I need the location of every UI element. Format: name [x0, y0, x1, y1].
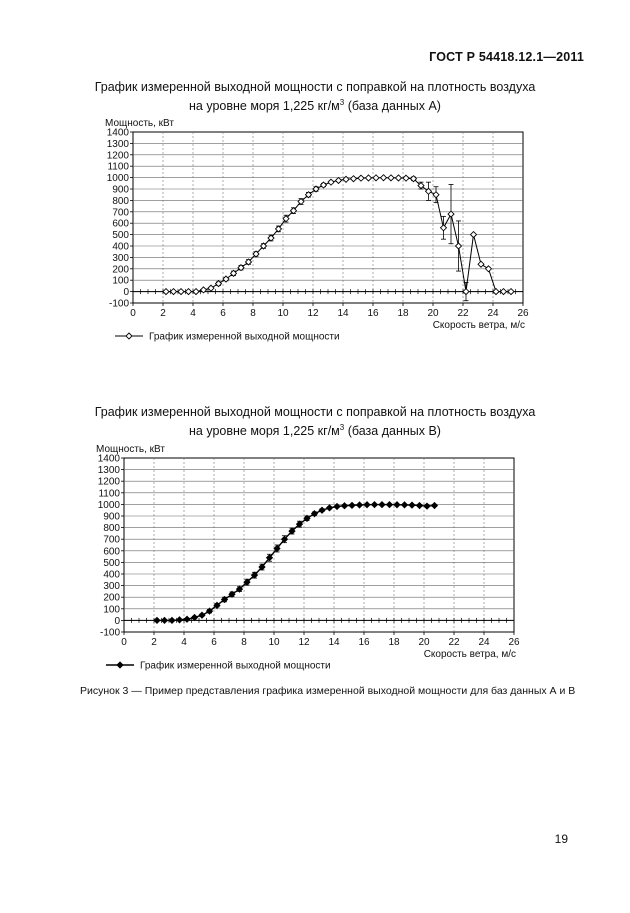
chart-a-ytick-label: 1000	[106, 173, 129, 185]
chart-b-ytick-label: 200	[103, 592, 120, 604]
chart-b-ytick-label: 600	[103, 546, 120, 558]
chart-b-xtick-label: 2	[151, 637, 157, 648]
chart-a-xtick-label: 12	[307, 308, 319, 319]
chart-a-xtick-label: 20	[427, 308, 439, 319]
chart-b-ytick-label: 900	[103, 511, 120, 523]
chart-a-ytick-label: 100	[112, 275, 129, 287]
chart-b-xtick-label: 18	[388, 637, 400, 648]
chart-b-xtick-label: 20	[418, 637, 430, 648]
chart-b-ylabel: Мощность, кВт	[96, 444, 165, 455]
chart-b-xtick-label: 10	[268, 637, 280, 648]
chart-b-xtick-label: 0	[121, 637, 127, 648]
chart-b-ytick-label: 1200	[97, 476, 120, 488]
chart-b-xtick-label: 4	[181, 637, 187, 648]
chart-b-ytick-label: 700	[103, 534, 120, 546]
chart-a-xtick-label: 18	[397, 308, 409, 319]
chart-a-ytick-label: 400	[112, 241, 129, 253]
chart-b-ytick-label: 300	[103, 581, 120, 593]
chart-a-ytick-label: 1400	[106, 127, 129, 139]
chart-b-xtick-label: 24	[478, 637, 490, 648]
chart-a-ytick-label: -100	[108, 298, 129, 310]
chart-a-xtick-label: 4	[190, 308, 196, 319]
chart-b-ytick-label: 100	[103, 604, 120, 616]
chart-b-ytick-label: 400	[103, 569, 120, 581]
chart-b-legend-marker	[117, 662, 123, 668]
chart-a-legend-label: График измеренной выходной мощности	[149, 331, 340, 343]
chart-b-ytick-label: 1000	[97, 499, 120, 511]
chart-b-ytick-label: 0	[114, 615, 120, 627]
page-number: 19	[554, 832, 568, 846]
chart-b-xtick-label: 6	[211, 637, 217, 648]
chart-a-ytick-label: 200	[112, 264, 129, 276]
chart-b-ytick-label: -100	[99, 627, 120, 639]
chart-b-xtick-label: 16	[358, 637, 370, 648]
chart-a-xtick-label: 6	[220, 308, 226, 319]
chart-a-ytick-label: 500	[112, 230, 129, 242]
chart-a-xtick-label: 24	[487, 308, 499, 319]
chart-a-xtick-label: 14	[337, 308, 349, 319]
chart-b-xlabel: Скорость ветра, м/с	[423, 649, 516, 660]
chart-b-title-line2: на уровне моря 1,225 $кг/м^3$ (база данных B)	[189, 423, 441, 439]
chart-a-ytick-label: 300	[112, 252, 129, 264]
chart-a-xtick-label: 26	[517, 308, 529, 319]
chart-a-ylabel: Мощность, кВт	[105, 118, 174, 129]
document-header: ГОСТ Р 54418.12.1—2011	[429, 50, 584, 64]
chart-b	[96, 444, 520, 672]
chart-a-legend-marker	[126, 333, 132, 339]
chart-b-ytick-label: 800	[103, 523, 120, 535]
chart-b-xtick-label: 26	[508, 637, 520, 648]
chart-a-ytick-label: 1200	[106, 150, 129, 162]
chart-b-ytick-label: 500	[103, 557, 120, 569]
chart-b-title-line1: График измеренной выходной мощности с поправкой на плотность воздуха	[94, 405, 536, 419]
chart-b-xtick-label: 14	[328, 637, 340, 648]
chart-a-plot-area	[133, 132, 523, 303]
chart-b-xtick-label: 12	[298, 637, 310, 648]
chart-a-ytick-label: 600	[112, 218, 129, 230]
figure-caption: Рисунок 3 — Пример представления графика измеренной выходной мощности для баз данных А и В	[80, 685, 576, 697]
chart-b-ytick-label: 1300	[97, 465, 120, 477]
chart-a-xtick-label: 2	[160, 308, 166, 319]
chart-a-xtick-label: 10	[277, 308, 289, 319]
chart-a-ytick-label: 1100	[107, 161, 129, 173]
chart-b-plot-area	[124, 458, 514, 632]
chart-a-xtick-label: 0	[130, 308, 136, 319]
chart-b-ytick-label: 1100	[98, 488, 120, 500]
chart-a-title-line1: График измеренной выходной мощности с поправкой на плотность воздуха	[94, 80, 536, 94]
chart-a-ytick-label: 700	[112, 207, 129, 219]
chart-a-ytick-label: 900	[112, 184, 129, 196]
chart-a-xlabel: Скорость ветра, м/с	[432, 320, 525, 331]
chart-a-ytick-label: 800	[112, 195, 129, 207]
chart-a-xtick-label: 16	[367, 308, 379, 319]
chart-b-xtick-label: 22	[448, 637, 460, 648]
chart-a-title-line2: на уровне моря 1,225 $кг/м^3$ (база данных А)	[189, 98, 441, 114]
chart-b-ytick-label: 1400	[97, 453, 120, 465]
chart-b-xtick-label: 8	[241, 637, 247, 648]
chart-a-xtick-label: 8	[250, 308, 256, 319]
chart-b-legend-label: График измеренной выходной мощности	[140, 660, 331, 672]
chart-a-ytick-label: 0	[123, 287, 129, 299]
chart-a	[105, 118, 529, 343]
chart-a-xtick-label: 22	[457, 308, 469, 319]
chart-a-ytick-label: 1300	[106, 138, 129, 150]
